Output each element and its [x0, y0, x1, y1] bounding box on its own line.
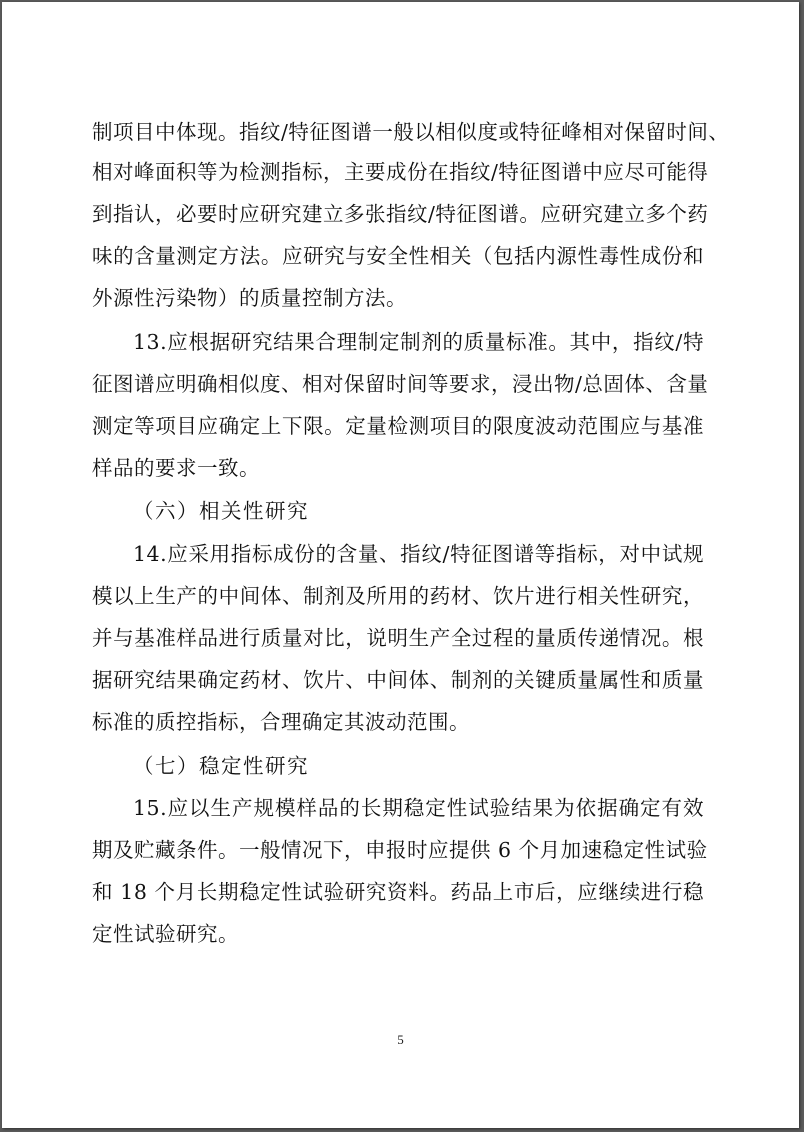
item-15-line: 和 18 个月长期稳定性试验研究资料。药品上市后，应继续进行稳 [92, 880, 704, 904]
paragraph-line: 相对峰面积等为检测指标，主要成份在指纹/特征图谱中应尽可能得 [92, 160, 709, 184]
item-15-line: 15.应以生产规模样品的长期稳定性试验结果为依据确定有效 [133, 796, 704, 820]
item-13-line: 征图谱应明确相似度、相对保留时间等要求，浸出物/总固体、含量 [92, 372, 709, 396]
section-heading-correlation: （六）相关性研究 [133, 499, 309, 523]
item-14-line: 并与基准样品进行质量对比，说明生产全过程的量质传递情况。根 [92, 626, 704, 650]
item-13-line: 13.应根据研究结果合理制定制剂的质量标准。其中，指纹/特 [133, 330, 704, 354]
paragraph-line: 外源性污染物）的质量控制方法。 [92, 286, 407, 310]
item-15-line: 期及贮藏条件。一般情况下，申报时应提供 6 个月加速稳定性试验 [92, 838, 708, 862]
item-14-line: 据研究结果确定药材、饮片、中间体、制剂的关键质量属性和质量 [92, 668, 704, 692]
item-14-line: 14.应采用指标成份的含量、指纹/特征图谱等指标，对中试规 [133, 542, 704, 566]
paragraph-line: 味的含量测定方法。应研究与安全性相关（包括内源性毒性成份和 [92, 244, 704, 268]
item-13-line: 样品的要求一致。 [92, 456, 260, 480]
item-15-line: 定性试验研究。 [92, 922, 239, 946]
section-heading-stability: （七）稳定性研究 [133, 754, 309, 778]
item-14-line: 标准的质控指标，合理确定其波动范围。 [92, 710, 470, 734]
paragraph-line: 到指认，必要时应研究建立多张指纹/特征图谱。应研究建立多个药 [92, 202, 709, 226]
page-number: 5 [397, 1032, 404, 1047]
document-page [2, 2, 799, 1128]
item-13-line: 测定等项目应确定上下限。定量检测项目的限度波动范围应与基准 [92, 414, 704, 438]
item-14-line: 模以上生产的中间体、制剂及所用的药材、饮片进行相关性研究， [92, 584, 704, 608]
paragraph-line: 制项目中体现。指纹/特征图谱一般以相似度或特征峰相对保留时间、 [92, 120, 730, 144]
